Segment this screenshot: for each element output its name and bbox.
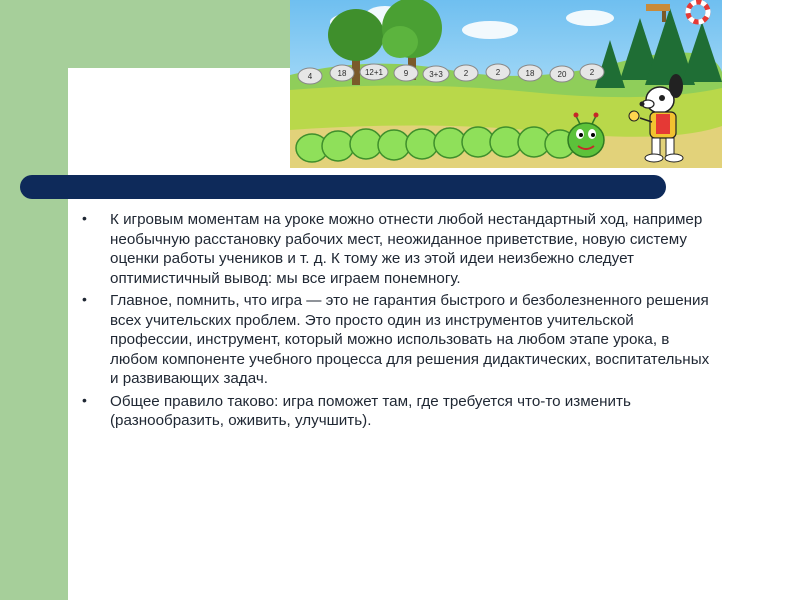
ball-label: 20 [557, 70, 567, 79]
ball-label: 18 [337, 69, 347, 78]
cartoon-illustration [290, 0, 722, 168]
number-ball [518, 65, 542, 81]
number-ball [298, 68, 322, 84]
bullet-text: Общее правило таково: игра поможет там, где требуется что-то изменить (разнообразить, оживить, улучшить). [110, 392, 631, 429]
bullet-icon: • [82, 391, 87, 408]
bullet-icon: • [82, 291, 87, 307]
number-ball [486, 64, 510, 80]
list-item [80, 392, 720, 431]
list-item [80, 210, 720, 288]
ball-label: 3+3 [429, 70, 443, 79]
bullet-icon: • [82, 210, 87, 226]
sidebar-green-panel [0, 0, 68, 600]
ball-label: 2 [495, 68, 501, 77]
ball-label: 2 [589, 68, 595, 77]
number-ball [423, 66, 449, 82]
bullet-text: К игровым моментам на уроке можно отнести любой нестандартный ход, например необычную расстановку рабочих мест, неожиданное приветствие, новую систему оценки работы учеников и т. д. К тому же из этой идеи неизбежно следует оптимистичный вывод: мы все играем понемногу. [110, 211, 703, 287]
ball-label: 9 [403, 69, 409, 78]
ball-label: 4 [307, 72, 313, 81]
number-ball [360, 64, 388, 80]
bullet-list [80, 210, 720, 434]
bullet-text: Главное, помнить, что игра — это не гарантия быстрого и безболезненного решения всех учительских проблем. Это просто один из инструментов учительской профессии, инструмент, который можно использовать на любом этапе урока, в любом компоненте учебного процесса для решения дидактических, воспитательных и развивающих задач. [110, 292, 710, 387]
ball-label: 2 [463, 69, 469, 78]
ball-label: 18 [525, 69, 535, 78]
number-ball [550, 66, 574, 82]
number-ball [580, 64, 604, 80]
ball-label: 12+1 [364, 68, 384, 77]
list-item [80, 291, 720, 389]
number-ball [330, 65, 354, 81]
title-bar [20, 175, 666, 199]
number-ball [394, 65, 418, 81]
number-ball [454, 65, 478, 81]
